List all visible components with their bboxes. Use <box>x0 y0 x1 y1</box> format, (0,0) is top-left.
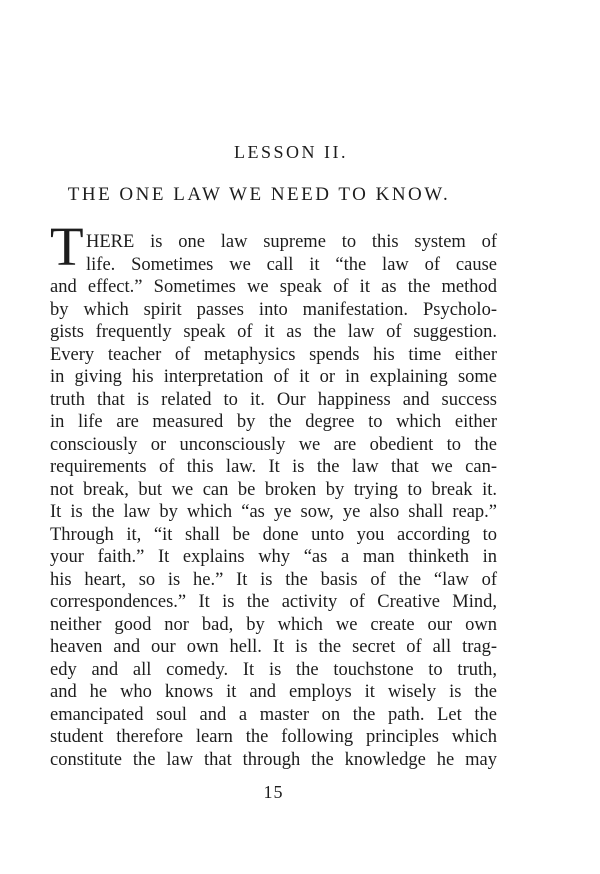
text-line: It is the law by which “as ye sow, ye also shall reap.” <box>50 502 497 522</box>
text-line: neither good nor bad, by which we create our own <box>50 614 497 635</box>
text-line: Through it, “it shall be done unto you according to <box>50 524 497 545</box>
text-line: gists frequently speak of it as the law of suggestion. <box>50 322 497 342</box>
text-line: emancipated soul and a master on the path. Let the <box>50 704 497 725</box>
text-line: not break, but we can be broken by trying to break it. <box>50 479 497 500</box>
drop-cap <box>50 216 86 277</box>
text-line: correspondences.” It is the activity of Creative Mind, <box>50 592 497 612</box>
text-line: student therefore learn the following principles which <box>50 727 497 747</box>
text-line: and effect.” Sometimes we speak of it as the method <box>50 277 497 297</box>
text-line: his heart, so is he.” It is the basis of the “law of <box>50 569 497 590</box>
drop-cap-letter: T <box>50 216 84 277</box>
body-paragraph <box>50 216 497 771</box>
text-line: and he who knows it and employs it wisely is the <box>50 682 497 702</box>
text-line: HERE is one law supreme to this system of <box>86 232 497 252</box>
text-line: in giving his interpretation of it or in explaining some <box>50 367 497 387</box>
text-line: Every teacher of metaphysics spends his time either <box>50 344 497 365</box>
chapter-title: THE ONE LAW WE NEED TO KNOW. <box>67 184 451 205</box>
text-line: edy and all comedy. It is the touchstone to truth, <box>50 659 497 680</box>
text-line: your faith.” It explains why “as a man thinketh in <box>50 547 497 567</box>
text-line: truth that is related to it. Our happiness and success <box>50 389 497 410</box>
text-line: life. Sometimes we call it “the law of cause <box>86 254 497 275</box>
text-line: constitute the law that through the knowledge he may <box>50 749 497 770</box>
lesson-heading: LESSON II. <box>234 142 348 162</box>
text-line: requirements of this law. It is the law that we can- <box>50 457 497 477</box>
text-line: by which spirit passes into manifestation. Psycholo- <box>50 299 497 320</box>
page-number: 15 <box>263 782 284 802</box>
text-line: consciously or unconsciously we are obedient to the <box>50 434 497 455</box>
text-line: heaven and our own hell. It is the secret of all trag- <box>50 637 497 657</box>
text-line: in life are measured by the degree to which either <box>50 412 497 432</box>
